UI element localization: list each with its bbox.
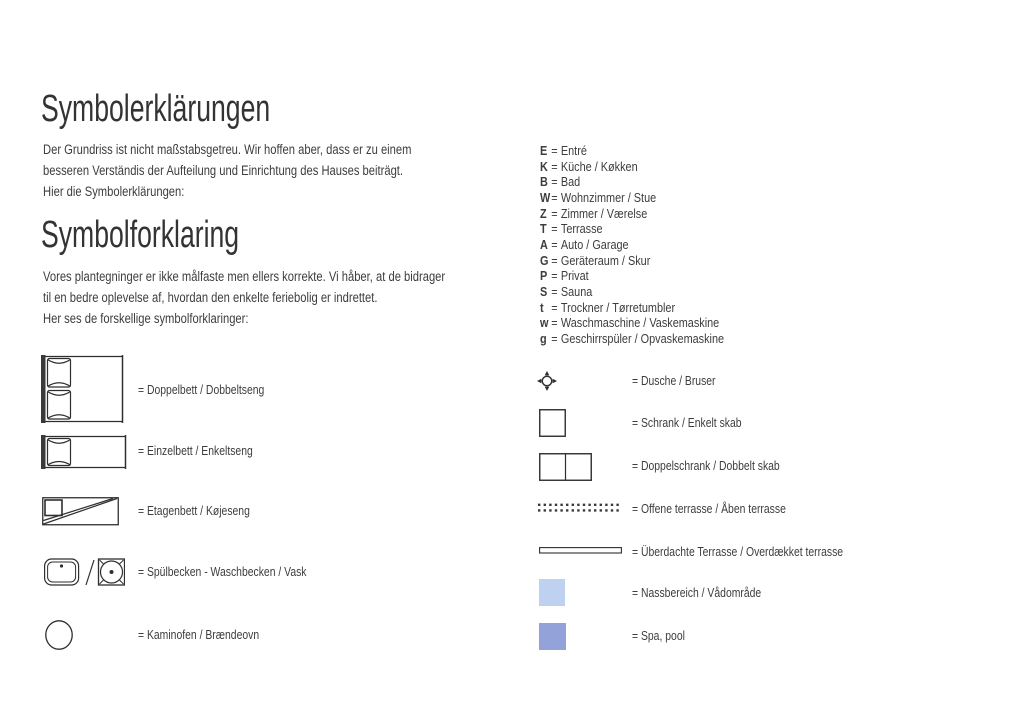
legend-label: = Doppelschrank / Dobbelt skab <box>632 458 780 473</box>
equals-sign: = <box>551 316 558 331</box>
danish-heading: Symbolforklaring <box>41 214 240 256</box>
abbreviation-row <box>540 332 724 348</box>
equals-sign: = <box>551 190 558 205</box>
equals-sign: = <box>551 159 558 174</box>
equals-sign: = <box>551 175 558 190</box>
abbreviation-meaning: Terrasse <box>560 222 603 237</box>
abbreviation-meaning: Bad <box>560 175 581 190</box>
german-intro-paragraph <box>43 139 411 202</box>
legend-label: = Dusche / Bruser <box>632 373 716 388</box>
equals-sign: = <box>551 253 558 268</box>
abbreviation-letter: w <box>540 316 549 331</box>
abbreviation-list <box>540 144 724 348</box>
legend-label: = Etagenbett / Køjeseng <box>138 503 250 518</box>
abbreviation-letter: W <box>540 190 551 205</box>
shower-icon <box>537 371 557 391</box>
danish-intro-line: Her ses de forskellige symbolforklaringer: <box>43 311 249 326</box>
abbreviation-row <box>540 285 724 301</box>
abbreviation-row <box>540 160 724 176</box>
double-bed-icon <box>41 355 125 423</box>
equals-sign: = <box>551 300 558 315</box>
german-intro-line: Der Grundriss ist nicht maßstabsgetreu. Wir hoffen aber, dass er zu einem <box>43 142 412 157</box>
double-cabinet-icon <box>539 453 592 481</box>
abbreviation-row <box>540 269 724 285</box>
abbreviation-letter: B <box>540 175 548 190</box>
legend-label: = Einzelbett / Enkeltseng <box>138 443 253 458</box>
abbreviation-meaning: Privat <box>560 269 589 284</box>
legend-label: = Offene terrasse / Åben terrasse <box>632 501 786 516</box>
legend-label: = Spülbecken - Waschbecken / Vask <box>138 564 307 579</box>
abbreviation-row <box>540 175 724 191</box>
danish-intro-line: Vores plantegninger er ikke målfaste men ellers korrekte. Vi håber, at de bidrager <box>43 269 446 284</box>
equals-sign: = <box>551 269 558 284</box>
abbreviation-meaning: Geschirrspüler / Opvaskemaskine <box>560 331 725 346</box>
abbreviation-row <box>540 191 724 207</box>
german-heading: Symbolerklärungen <box>41 88 271 130</box>
abbreviation-letter: K <box>540 159 548 174</box>
german-intro-line: Hier die Symbolerklärungen: <box>43 184 185 199</box>
legend-label: = Doppelbett / Dobbeltseng <box>138 382 265 397</box>
abbreviation-row <box>540 144 724 160</box>
abbreviation-letter: T <box>540 222 547 237</box>
abbreviation-letter: g <box>540 331 547 346</box>
abbreviation-row <box>540 222 724 238</box>
legend-label: = Überdachte Terrasse / Overdækket terrasse <box>632 544 844 559</box>
abbreviation-letter: P <box>540 269 548 284</box>
bunk-bed-icon <box>42 497 119 526</box>
danish-intro-paragraph <box>43 266 445 329</box>
legend-label: = Schrank / Enkelt skab <box>632 415 742 430</box>
open-terrace-icon <box>538 503 622 513</box>
abbreviation-meaning: Wohnzimmer / Stue <box>560 190 657 205</box>
abbreviation-letter: A <box>540 237 548 252</box>
single-cabinet-icon <box>539 409 566 437</box>
single-bed-icon <box>41 435 128 469</box>
sink-basin-icon <box>44 558 125 587</box>
equals-sign: = <box>551 284 558 299</box>
abbreviation-letter: E <box>540 144 548 158</box>
german-intro-line: besseren Verständis der Aufteilung und Einrichtung des Hauses beiträgt. <box>43 163 404 178</box>
abbreviation-letter: t <box>540 300 544 315</box>
equals-sign: = <box>551 222 558 237</box>
abbreviation-row <box>540 301 724 317</box>
abbreviation-meaning: Auto / Garage <box>560 237 629 252</box>
abbreviation-row <box>540 316 724 332</box>
equals-sign: = <box>551 237 558 252</box>
equals-sign: = <box>551 144 558 158</box>
danish-intro-line: til en bedre oplevelse af, hvordan den enkelte feriebolig er indrettet. <box>43 290 378 305</box>
abbreviation-meaning: Zimmer / Værelse <box>560 206 648 221</box>
abbreviation-meaning: Entré <box>560 144 587 158</box>
abbreviation-row <box>540 238 724 254</box>
abbreviation-meaning: Geräteraum / Skur <box>560 253 651 268</box>
abbreviation-meaning: Waschmaschine / Vaskemaskine <box>560 316 720 331</box>
abbreviation-letter: G <box>540 253 549 268</box>
abbreviation-meaning: Trockner / Tørretumbler <box>560 300 676 315</box>
covered-terrace-icon <box>539 547 622 555</box>
legend-label: = Kaminofen / Brændeovn <box>138 627 260 642</box>
abbreviation-letter: S <box>540 284 548 299</box>
abbreviation-meaning: Küche / Køkken <box>560 159 638 174</box>
abbreviation-letter: Z <box>540 206 547 221</box>
abbreviation-row <box>540 254 724 270</box>
abbreviation-meaning: Sauna <box>560 284 593 299</box>
equals-sign: = <box>551 331 558 346</box>
abbreviation-row <box>540 207 724 223</box>
wood-stove-icon <box>45 620 73 650</box>
spa-pool-swatch <box>539 623 566 650</box>
equals-sign: = <box>551 206 558 221</box>
legend-label: = Spa, pool <box>632 628 685 643</box>
legend-label: = Nassbereich / Vådområde <box>632 585 762 600</box>
wet-area-swatch <box>539 579 565 606</box>
